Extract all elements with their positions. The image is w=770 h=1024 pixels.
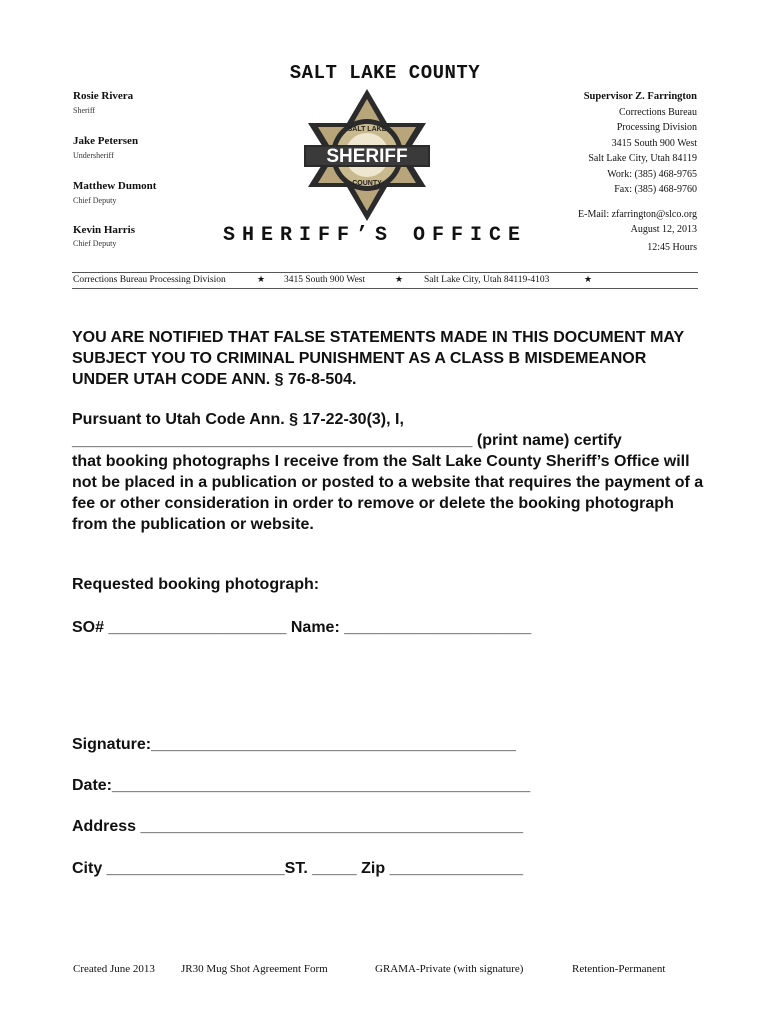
badge-ring-top: SALT LAKE bbox=[347, 126, 387, 133]
contact-line-4: Salt Lake City, Utah 84119 bbox=[588, 153, 697, 164]
contact-line-5: Work: (385) 468-9765 bbox=[607, 168, 697, 180]
false-statement-warning: YOU ARE NOTIFIED THAT FALSE STATEMENTS MADE IN THIS DOCUMENT MAY SUBJECT YOU TO CRIMINAL PUNISHMENT AS A CLASS B MISDEMEANOR UNDER UTAH CODE ANN. § 76-8-504. bbox=[72, 329, 684, 388]
letter-date: August 12, 2013 bbox=[630, 224, 697, 235]
certification-statement bbox=[72, 409, 712, 535]
letter-time: 12:45 Hours bbox=[647, 242, 697, 253]
contact-line-3: 3415 South 900 West bbox=[611, 137, 697, 149]
footer-retention: Retention-Permanent bbox=[572, 963, 666, 975]
sheriff-star-badge-icon bbox=[296, 87, 438, 223]
address-bar-street: 3415 South 900 West bbox=[284, 275, 366, 285]
contact-block bbox=[584, 89, 697, 198]
city-state-zip-field[interactable]: City ____________________ST. _____ Zip _______________ bbox=[72, 860, 524, 877]
footer-form-name: JR30 Mug Shot Agreement Form bbox=[181, 963, 328, 975]
address-bar-star-icon: ★ bbox=[395, 274, 404, 284]
header-rule-bottom bbox=[72, 288, 698, 289]
official-name-sheriff: Rosie Rivera bbox=[73, 90, 134, 102]
official-title-chief-deputy-2: Chief Deputy bbox=[73, 239, 117, 248]
county-title: SALT LAKE COUNTY bbox=[289, 62, 481, 84]
office-title: SHERIFF’S OFFICE bbox=[223, 224, 528, 247]
supervisor-name: Supervisor Z. Farrington bbox=[583, 91, 697, 102]
address-bar-division: Corrections Bureau Processing Division bbox=[73, 275, 226, 285]
contact-email: E-Mail: zfarrington@slco.org bbox=[578, 209, 697, 220]
date-field[interactable]: Date:_______________________________________________ bbox=[72, 777, 531, 794]
address-field[interactable]: Address ___________________________________________ bbox=[72, 818, 524, 835]
official-name-undersheriff: Jake Petersen bbox=[73, 135, 139, 147]
signature-field[interactable]: Signature:_________________________________________ bbox=[72, 736, 516, 753]
print-name-line[interactable]: _____________________________________________ (print name) certify bbox=[72, 432, 622, 449]
footer-created: Created June 2013 bbox=[73, 963, 155, 975]
contact-line-6: Fax: (385) 468-9760 bbox=[614, 184, 697, 195]
requested-photo-heading: Requested booking photograph: bbox=[72, 576, 320, 593]
contact-line-1: Corrections Bureau bbox=[618, 106, 697, 118]
contact-line-2: Processing Division bbox=[616, 122, 697, 133]
badge-text: SHERIFF bbox=[326, 146, 408, 167]
official-title-chief-deputy-1: Chief Deputy bbox=[73, 196, 117, 205]
so-number-name-field[interactable]: SO# ____________________ Name: _____________________ bbox=[72, 619, 532, 636]
official-title-sheriff: Sheriff bbox=[73, 106, 96, 115]
certification-line-1: Pursuant to Utah Code Ann. § 17-22-30(3), I, bbox=[72, 411, 404, 428]
address-bar-star-icon: ★ bbox=[257, 274, 266, 284]
badge-ring-bottom: COUNTY bbox=[352, 180, 382, 187]
official-title-undersheriff: Undersheriff bbox=[73, 151, 114, 160]
certification-body: that booking photographs I receive from the Salt Lake County Sheriff’s Office will not be placed in a publication or posted to a website that requires the payment of a fee or other consideration in order to remove or delete the booking photograph from the publication or website. bbox=[72, 453, 704, 533]
address-bar-star-icon: ★ bbox=[584, 274, 593, 284]
address-bar-city: Salt Lake City, Utah 84119-4103 bbox=[424, 275, 550, 285]
footer-grama: GRAMA-Private (with signature) bbox=[375, 963, 524, 975]
header-rule-top bbox=[72, 272, 698, 273]
official-name-chief-deputy-1: Matthew Dumont bbox=[73, 180, 157, 192]
official-name-chief-deputy-2: Kevin Harris bbox=[73, 224, 136, 236]
